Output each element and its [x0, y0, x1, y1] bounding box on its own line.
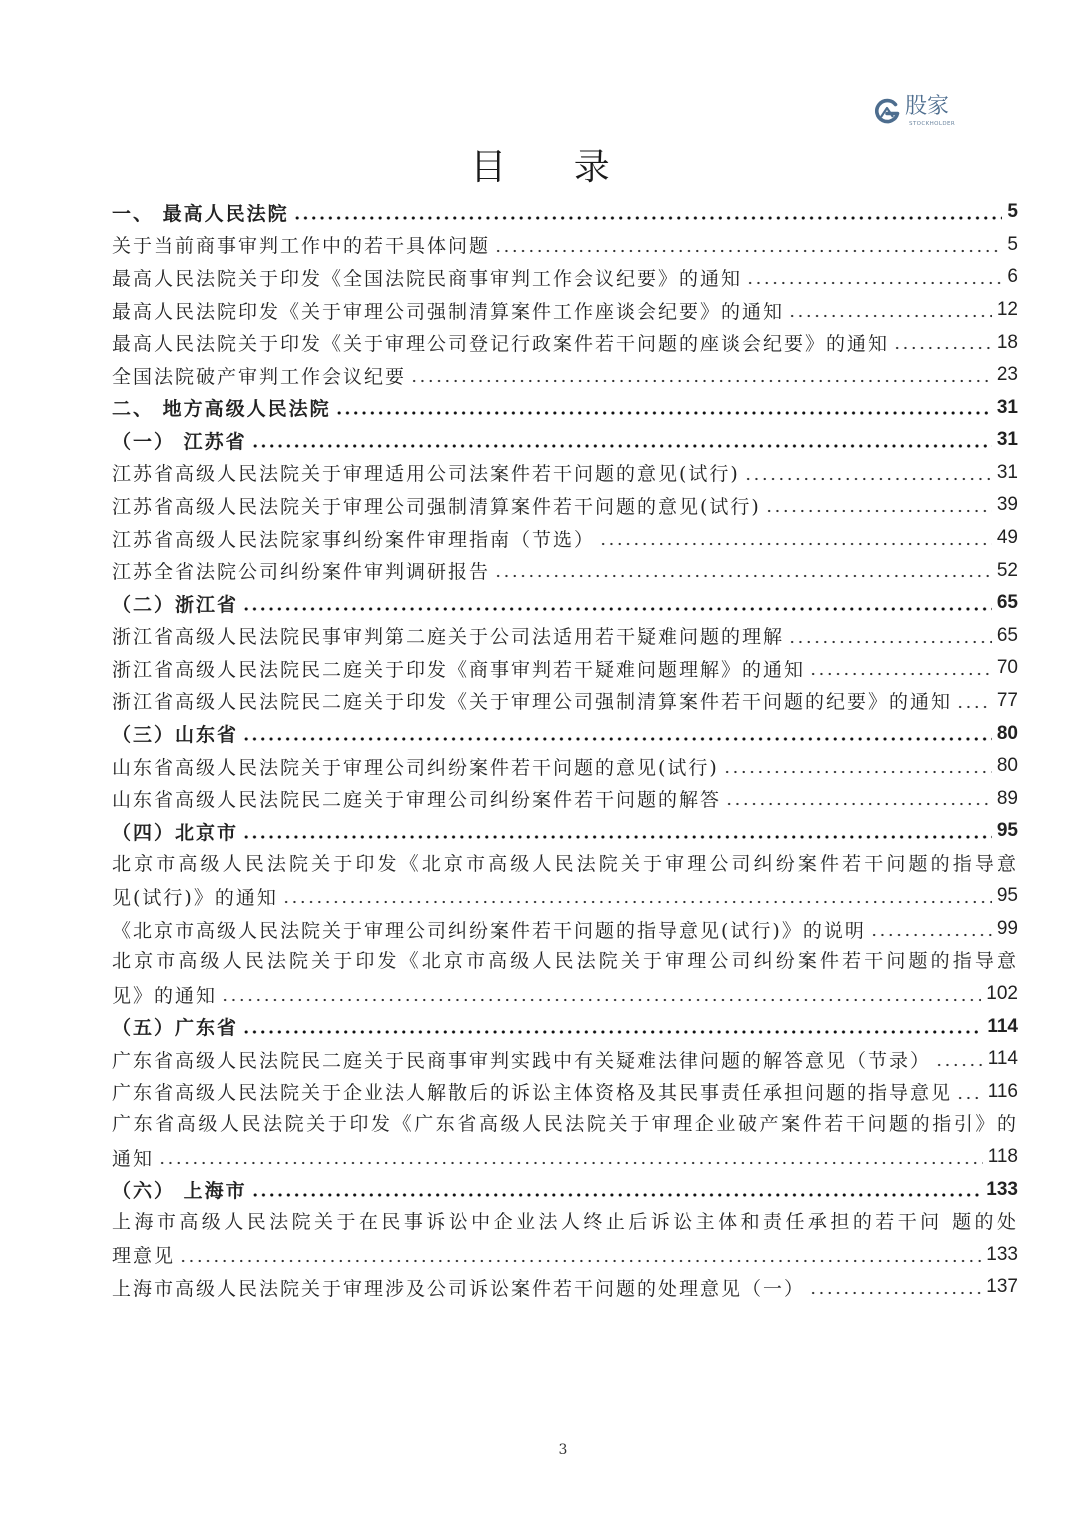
- table-of-contents: [112, 196, 1018, 1304]
- toc-entry-title: 江苏省高级人民法院家事纠纷案件审理指南（节选）: [112, 528, 596, 551]
- dot-leader: [744, 457, 992, 490]
- toc-entry-title-line: 广东省高级人民法院关于印发《广东省高级人民法院关于审理企业破产案件若干问题的指引》的: [112, 1113, 1018, 1136]
- toc-page-number: 133: [986, 1178, 1018, 1200]
- toc-entry-title: 上海市高级人民法院关于审理涉及公司诉讼案件若干问题的处理意见（一）: [112, 1277, 806, 1300]
- toc-entry-title: （六） 上海市: [112, 1180, 247, 1203]
- toc-entry-title: （四）北京市: [112, 821, 239, 844]
- toc-page-number: 31: [996, 396, 1018, 418]
- toc-page-number: 65: [996, 624, 1018, 646]
- toc-entry: [112, 750, 1018, 783]
- toc-entry-multiline: [112, 848, 1018, 913]
- toc-entry-title-line: 见(试行)》的通知: [112, 886, 278, 909]
- toc-page-number: 102: [986, 983, 1018, 1005]
- dot-leader: [809, 1271, 981, 1304]
- toc-page-number: 65: [996, 592, 1018, 614]
- brand-logo: [872, 94, 962, 130]
- toc-entry-title: 江苏省高级人民法院关于审理适用公司法案件若干问题的意见(试行): [112, 463, 740, 486]
- toc-page-number: 31: [996, 461, 1018, 483]
- dot-leader: [935, 1043, 983, 1076]
- toc-entry-title: 最高人民法院印发《关于审理公司强制清算案件工作座谈会纪要》的通知: [112, 300, 785, 323]
- toc-entry-title-line: 北京市高级人民法院关于印发《北京市高级人民法院关于审理公司纠纷案件若干问题的指导意: [112, 950, 1018, 973]
- toc-section-heading: [112, 391, 1018, 424]
- dot-leader: [282, 880, 992, 913]
- toc-entry-title: 一、 最高人民法院: [112, 202, 289, 225]
- toc-page-number: 137: [986, 1276, 1018, 1298]
- toc-entry-title: 山东省高级人民法院民二庭关于审理公司纠纷案件若干问题的解答: [112, 789, 722, 812]
- toc-page-number: 12: [996, 299, 1018, 321]
- toc-subsection-heading: [112, 1010, 1018, 1043]
- toc-subsection-heading: [112, 424, 1018, 457]
- dot-leader: [494, 229, 1002, 262]
- toc-entry: [112, 457, 1018, 490]
- dot-leader: [870, 913, 992, 946]
- toc-page-number: 116: [987, 1080, 1018, 1102]
- dot-leader: [765, 489, 992, 522]
- dot-leader: [251, 1173, 982, 1206]
- toc-entry-title: 浙江省高级人民法院民二庭关于印发《商事审判若干疑难问题理解》的通知: [112, 658, 806, 681]
- dot-leader: [788, 294, 992, 327]
- toc-subsection-heading: [112, 815, 1018, 848]
- toc-entry: [112, 229, 1018, 262]
- toc-entry-title-line: 理意见: [112, 1245, 176, 1268]
- dot-leader: [242, 587, 992, 620]
- toc-entry-title: 广东省高级人民法院关于企业法人解散后的诉讼主体资格及其民事责任承担问题的指导意见: [112, 1082, 953, 1105]
- toc-page-number: 118: [987, 1146, 1018, 1168]
- dot-leader: [956, 685, 992, 718]
- toc-entry: [112, 1076, 1018, 1109]
- dot-leader: [242, 1010, 982, 1043]
- toc-entry-title-line: 见》的通知: [112, 984, 218, 1007]
- toc-subsection-heading: [112, 717, 1018, 750]
- toc-entry-title-line: 通知: [112, 1147, 155, 1170]
- toc-page-number: 23: [996, 364, 1018, 386]
- toc-entry-title: 山东省高级人民法院关于审理公司纠纷案件若干问题的意见(试行): [112, 756, 719, 779]
- dot-leader: [242, 815, 992, 848]
- dot-leader: [599, 522, 992, 555]
- toc-entry-title: （三）山东省: [112, 724, 239, 747]
- dot-leader: [723, 750, 992, 783]
- dot-leader: [956, 1076, 983, 1109]
- toc-entry: [112, 620, 1018, 653]
- toc-entry-title-line: 北京市高级人民法院关于印发《北京市高级人民法院关于审理公司纠纷案件若干问题的指导意: [112, 852, 1018, 875]
- dot-leader: [746, 261, 1002, 294]
- toc-entry-title: 江苏全省法院公司纠纷案件审判调研报告: [112, 561, 491, 584]
- dot-leader: [410, 359, 992, 392]
- toc-page-number: 5: [1007, 233, 1018, 255]
- toc-entry-multiline: [112, 1108, 1018, 1173]
- toc-entry: [112, 782, 1018, 815]
- toc-entry: [112, 489, 1018, 522]
- dot-leader: [893, 326, 992, 359]
- toc-page-number: 80: [996, 755, 1018, 777]
- toc-page-number: 89: [996, 787, 1018, 809]
- toc-entry: [112, 685, 1018, 718]
- page-title: 目 录: [470, 147, 638, 188]
- toc-entry-title: 浙江省高级人民法院民事审判第二庭关于公司法适用若干疑难问题的理解: [112, 626, 785, 649]
- dot-leader: [494, 554, 992, 587]
- toc-page-number: 70: [996, 657, 1018, 679]
- toc-page-number: 95: [996, 820, 1018, 842]
- dot-leader: [335, 391, 992, 424]
- dot-leader: [725, 782, 992, 815]
- toc-entry: [112, 261, 1018, 294]
- dot-leader: [251, 424, 992, 457]
- logo-subtitle: STOCKHOLDER: [909, 121, 956, 127]
- toc-page-number: 6: [1007, 266, 1018, 288]
- toc-entry-multiline: [112, 945, 1018, 1010]
- dot-leader: [179, 1239, 981, 1272]
- toc-page-number: 18: [996, 331, 1018, 353]
- toc-subsection-heading: [112, 1173, 1018, 1206]
- toc-page-number: 114: [987, 1048, 1018, 1070]
- toc-page-number: 52: [996, 559, 1018, 581]
- dot-leader: [788, 620, 992, 653]
- dot-leader: [293, 196, 1003, 229]
- toc-entry-title: 二、 地方高级人民法院: [112, 398, 331, 421]
- toc-page-number: 5: [1007, 201, 1018, 223]
- toc-entry-title: 《北京市高级人民法院关于审理公司纠纷案件若干问题的指导意见(试行)》的说明: [112, 919, 866, 942]
- toc-entry-title: 全国法院破产审判工作会议纪要: [112, 365, 407, 388]
- toc-entry-title: （二）浙江省: [112, 593, 239, 616]
- toc-page-number: 95: [996, 885, 1018, 907]
- toc-page-number: 99: [996, 918, 1018, 939]
- toc-entry: [112, 913, 1018, 946]
- toc-entry: [112, 359, 1018, 392]
- toc-page-number: 80: [996, 722, 1018, 744]
- page-number: 3: [558, 1442, 568, 1458]
- toc-section-heading: [112, 196, 1018, 229]
- toc-page-number: 133: [986, 1243, 1018, 1265]
- toc-page-number: 77: [996, 689, 1018, 711]
- toc-entry: [112, 1043, 1018, 1076]
- toc-entry-title: 最高人民法院关于印发《关于审理公司登记行政案件若干问题的座谈会纪要》的通知: [112, 333, 890, 356]
- toc-entry-title: 关于当前商事审判工作中的若干具体问题: [112, 235, 491, 258]
- toc-entry-multiline: [112, 1206, 1018, 1271]
- toc-entry: [112, 294, 1018, 327]
- toc-entry: [112, 1271, 1018, 1304]
- toc-entry: [112, 326, 1018, 359]
- toc-entry-title-line: 上海市高级人民法院关于在民事诉讼中企业法人终止后诉讼主体和责任承担的若干问 题的处: [112, 1210, 1018, 1233]
- dot-leader: [809, 652, 992, 685]
- toc-page-number: 49: [996, 527, 1018, 549]
- dot-leader: [221, 978, 981, 1011]
- toc-page-number: 31: [996, 429, 1018, 451]
- dot-leader: [242, 717, 992, 750]
- toc-entry-title: （五）广东省: [112, 1017, 239, 1040]
- toc-page-number: 114: [987, 1015, 1018, 1037]
- logo-name: 股家: [905, 94, 950, 119]
- toc-page-number: 39: [996, 494, 1018, 516]
- toc-entry-title: 江苏省高级人民法院关于审理公司强制清算案件若干问题的意见(试行): [112, 495, 761, 518]
- dot-leader: [158, 1141, 983, 1174]
- toc-entry-title: 最高人民法院关于印发《全国法院民商事审判工作会议纪要》的通知: [112, 267, 743, 290]
- toc-entry: [112, 522, 1018, 555]
- toc-entry: [112, 652, 1018, 685]
- toc-subsection-heading: [112, 587, 1018, 620]
- stockholder-logo-icon: [872, 96, 902, 126]
- toc-entry-title: 浙江省高级人民法院民二庭关于印发《关于审理公司强制清算案件若干问题的纪要》的通知: [112, 691, 953, 714]
- toc-entry: [112, 554, 1018, 587]
- toc-entry-title: （一） 江苏省: [112, 430, 247, 453]
- toc-entry-title: 广东省高级人民法院民二庭关于民商事审判实践中有关疑难法律问题的解答意见（节录）: [112, 1049, 932, 1072]
